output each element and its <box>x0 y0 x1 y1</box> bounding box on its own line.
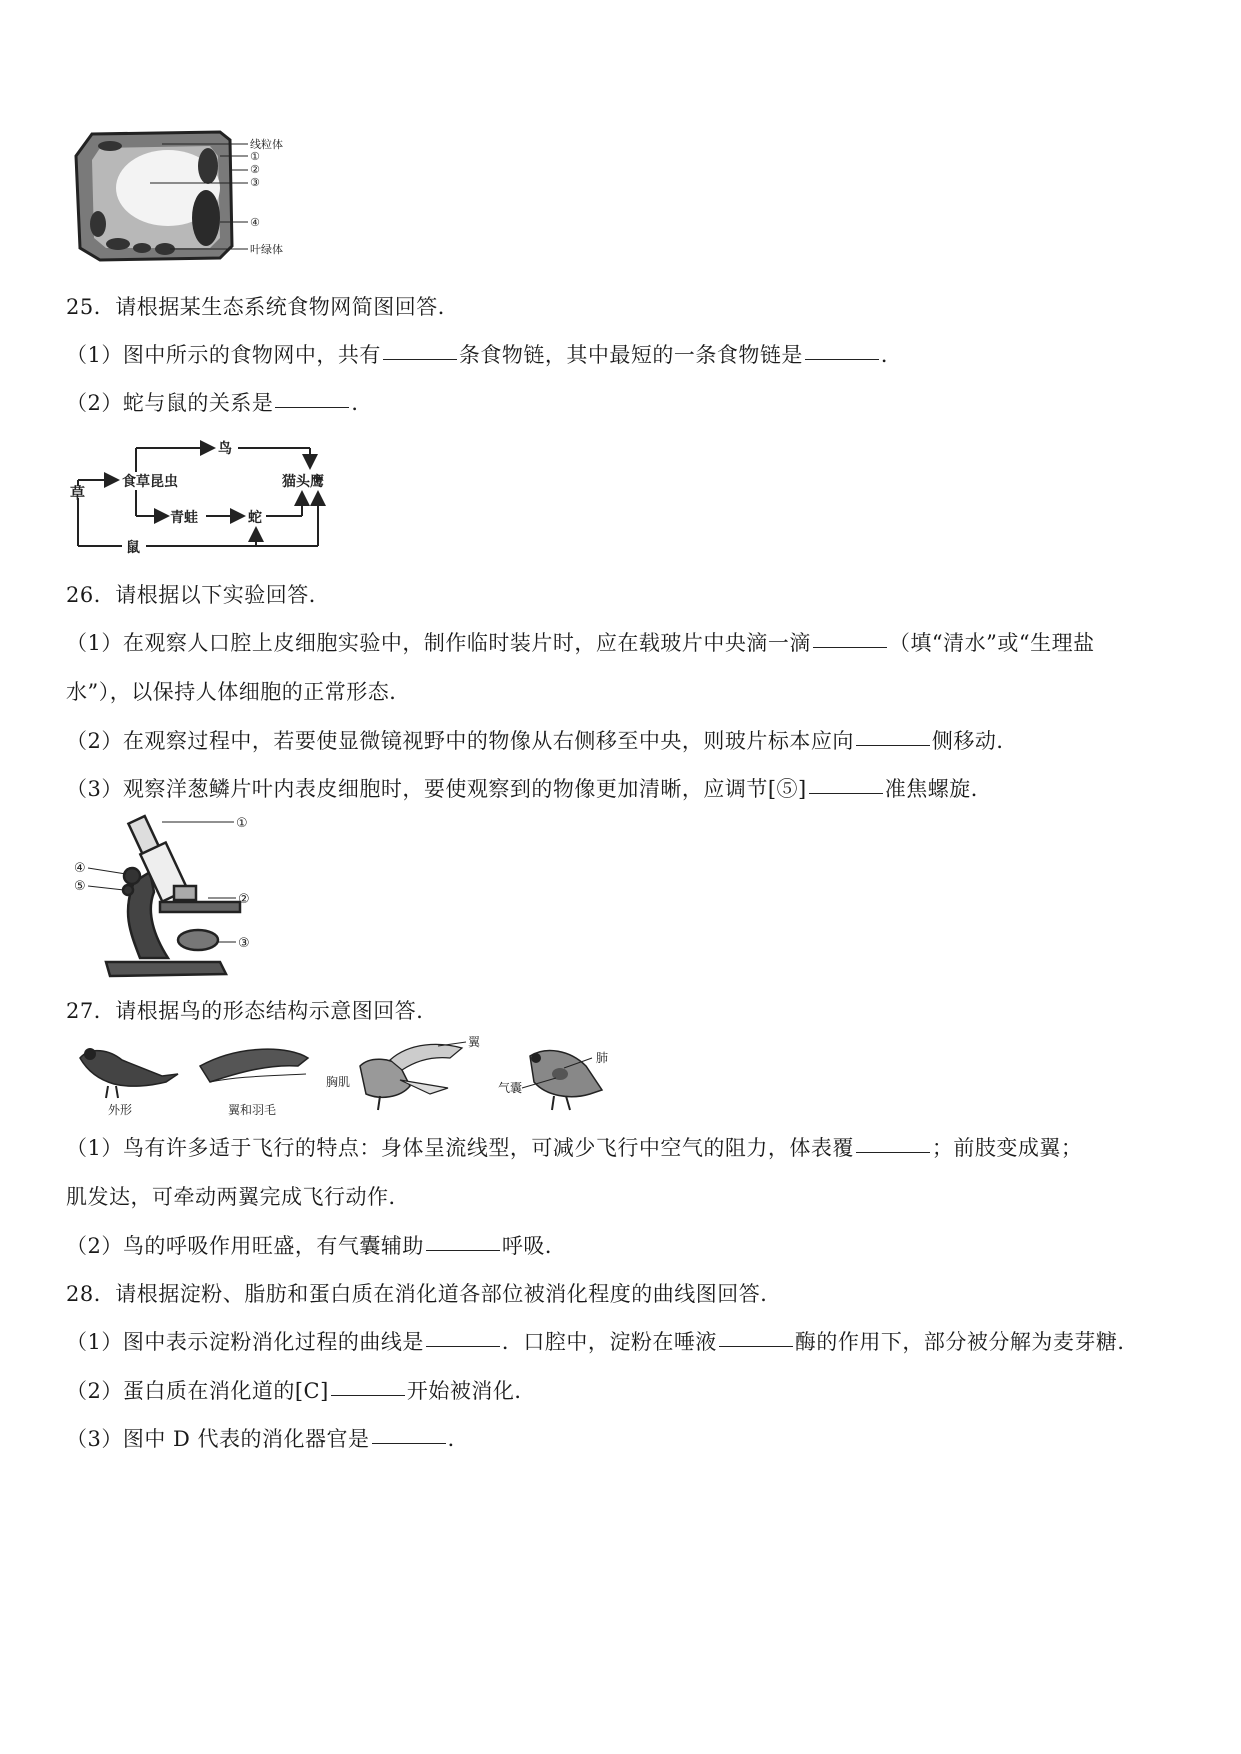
q28-part3-text-b: ． <box>447 1427 470 1451</box>
q28-part2-text-b: 开始被消化． <box>406 1379 536 1403</box>
q27-part2-text-a: （2）鸟的呼吸作用旺盛，有气囊辅助 <box>66 1234 424 1258</box>
plant-cell-figure <box>70 126 330 266</box>
answer-blank[interactable] <box>426 1345 500 1347</box>
food-web-figure <box>66 436 346 562</box>
q28-part2-text-a: （2）蛋白质在消化道的[C] <box>66 1379 329 1403</box>
bird-label-chest-muscle: 胸肌 <box>326 1075 351 1089</box>
q27-part1-text-b: ；前肢变成翼； <box>931 1136 1083 1160</box>
answer-blank[interactable] <box>856 744 930 746</box>
q28-part1-text-c: 酶的作用下，部分被分解为麦芽糖． <box>794 1330 1139 1354</box>
q28-title: 28．请根据淀粉、脂肪和蛋白质在消化道各部位被消化程度的曲线图回答． <box>66 1282 782 1306</box>
label-3: ③ <box>250 176 260 189</box>
answer-blank[interactable] <box>372 1442 446 1444</box>
q26-part1 <box>66 628 1095 658</box>
answer-blank[interactable] <box>331 1394 405 1396</box>
q28-part3-text-a: （3）图中 D 代表的消化器官是 <box>66 1427 370 1451</box>
q26-part2-text-b: 侧移动． <box>931 729 1018 753</box>
q27-part1 <box>66 1133 1082 1163</box>
web-snake: 蛇 <box>248 510 262 526</box>
answer-blank[interactable] <box>383 358 457 360</box>
q26-part1-text-b: （填“清水”或“生理盐 <box>888 631 1095 655</box>
label-4: ④ <box>250 216 260 229</box>
web-grass: 草 <box>70 484 86 502</box>
web-frog: 青蛙 <box>170 510 198 526</box>
q25-part1-text-b: 条食物链，其中最短的一条食物链是 <box>458 343 803 367</box>
scope-label-4: ④ <box>74 861 86 876</box>
label-2: ② <box>250 163 260 176</box>
scope-label-1: ① <box>236 816 248 831</box>
q28-part1-text-a: （1）图中表示淀粉消化过程的曲线是 <box>66 1330 424 1354</box>
web-mouse: 鼠 <box>126 540 140 556</box>
answer-blank[interactable] <box>809 792 883 794</box>
web-owl: 猫头鹰 <box>282 474 324 490</box>
q27-part2 <box>66 1231 566 1261</box>
web-insect: 食草昆虫 <box>122 474 178 490</box>
q25-part1-text-a: （1）图中所示的食物网中，共有 <box>66 343 381 367</box>
scope-label-3: ③ <box>238 936 250 951</box>
label-chloroplast: 叶绿体 <box>250 243 283 256</box>
q25-part1-text-c: ． <box>880 343 903 367</box>
q26-title: 26．请根据以下实验回答． <box>66 583 331 607</box>
q26-part3-text-a: （3）观察洋葱鳞片叶内表皮细胞时，要使观察到的物像更加清晰，应调节[⑤] <box>66 777 807 801</box>
bird-label-wing: 翼 <box>468 1036 481 1049</box>
web-bird: 鸟 <box>218 441 232 457</box>
q26-part2 <box>66 726 1018 756</box>
label-1: ① <box>250 150 260 163</box>
bird-label-air-sac: 气囊 <box>498 1081 523 1095</box>
scope-label-5: ⑤ <box>74 879 86 894</box>
answer-blank[interactable] <box>856 1151 930 1153</box>
q28-part1-text-b: ．口腔中，淀粉在唾液 <box>501 1330 717 1354</box>
q28-part3 <box>66 1424 469 1454</box>
q25-title: 25．请根据某生态系统食物网简图回答． <box>66 295 460 319</box>
answer-blank[interactable] <box>805 358 879 360</box>
bird-label-outer: 外形 <box>108 1103 133 1117</box>
q25-part2-text-b: ． <box>351 391 373 415</box>
answer-blank[interactable] <box>719 1345 793 1347</box>
q26-part2-text-a: （2）在观察过程中，若要使显微镜视野中的物像从右侧移至中央，则玻片标本应向 <box>66 729 854 753</box>
q25-part2 <box>66 388 373 418</box>
q26-part3 <box>66 774 992 804</box>
q27-part1-text-a: （1）鸟有许多适于飞行的特点：身体呈流线型，可减少飞行中空气的阻力，体表覆 <box>66 1136 854 1160</box>
q27-part1-cont: 肌发达，可牵动两翼完成飞行动作． <box>66 1185 410 1209</box>
q27-title: 27．请根据鸟的形态结构示意图回答． <box>66 999 438 1023</box>
answer-blank[interactable] <box>813 646 887 648</box>
q27-part2-text-b: 呼吸． <box>501 1234 567 1258</box>
scope-label-2: ② <box>238 892 250 907</box>
q28-part1 <box>66 1327 1139 1357</box>
q25-part1 <box>66 340 902 370</box>
q26-part1-text-a: （1）在观察人口腔上皮细胞实验中，制作临时装片时，应在载玻片中央滴一滴 <box>66 631 811 655</box>
q26-part3-text-b: 准焦螺旋． <box>884 777 993 801</box>
bird-figure <box>70 1036 630 1118</box>
q26-part1-cont: 水”），以保持人体细胞的正常形态． <box>66 680 411 704</box>
bird-label-wing-feather: 翼和羽毛 <box>228 1103 277 1117</box>
bird-outline <box>80 1048 178 1098</box>
answer-blank[interactable] <box>275 406 349 408</box>
label-mitochondria: 线粒体 <box>250 138 283 151</box>
q28-part2 <box>66 1376 536 1406</box>
bird-label-lung: 肺 <box>596 1051 609 1065</box>
answer-blank[interactable] <box>426 1249 500 1251</box>
microscope-figure <box>70 812 270 980</box>
q25-part2-text-a: （2）蛇与鼠的关系是 <box>66 391 274 415</box>
